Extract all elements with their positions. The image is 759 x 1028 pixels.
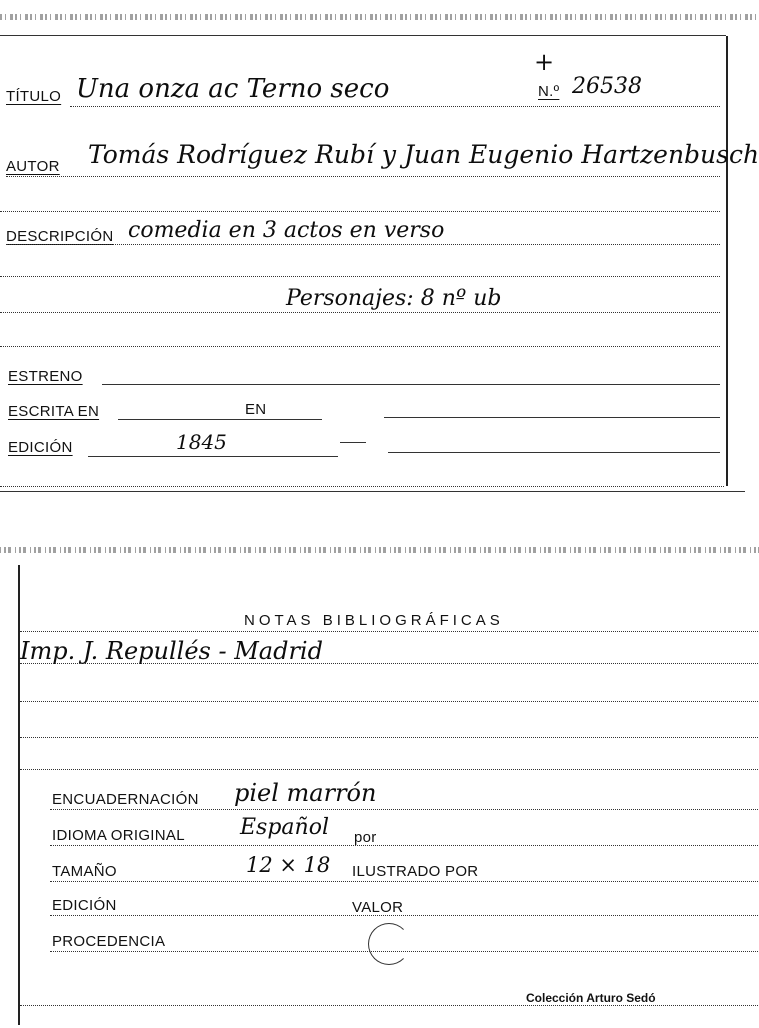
- estreno-label: ESTRENO: [8, 368, 83, 385]
- autor-label: AUTOR: [6, 158, 60, 175]
- titulo-label: TÍTULO: [6, 88, 62, 105]
- rule-line: [20, 663, 758, 664]
- titulo-value: Una onza ac Terno seco: [76, 74, 390, 104]
- rule-line: [20, 701, 758, 702]
- edicion-line: [88, 456, 338, 457]
- cross-mark: +: [534, 48, 555, 76]
- card-top-edge: [0, 35, 726, 36]
- descripcion-value: comedia en 3 actos en verso: [128, 218, 445, 243]
- edicion-label: EDICIÓN: [8, 439, 73, 456]
- tamano-line: [50, 881, 758, 882]
- escrita-label: ESCRITA EN: [8, 403, 100, 420]
- notas-title: NOTAS BIBLIOGRÁFICAS: [244, 612, 504, 629]
- descripcion-label: DESCRIPCIÓN: [6, 228, 114, 245]
- idioma-label: IDIOMA ORIGINAL: [52, 827, 185, 844]
- en-line: [384, 417, 720, 418]
- rule-line: [20, 737, 758, 738]
- procedencia-line: [50, 951, 758, 952]
- rule-line: [20, 631, 758, 632]
- tamano-label: TAMAÑO: [52, 863, 117, 880]
- descripcion-line: [6, 244, 720, 245]
- titulo-line: [70, 106, 720, 107]
- collection-footer: Colección Arturo Sedó: [526, 991, 656, 1005]
- encuadernacion-label: ENCUADERNACIÓN: [52, 791, 199, 808]
- rule-line: [0, 276, 720, 277]
- idioma-line: [50, 845, 758, 846]
- personajes-value: Personajes: 8 nº ub: [286, 286, 502, 311]
- tamano-value: 12 × 18: [246, 853, 331, 877]
- edicion-dash: [340, 442, 366, 443]
- card-separator: [0, 491, 745, 492]
- catalog-card-front: [0, 36, 759, 486]
- numero-value: 26538: [572, 74, 642, 99]
- numero-label: N.º: [538, 83, 560, 100]
- edicion-line-2: [388, 452, 720, 453]
- encuadernacion-value: piel marrón: [234, 779, 377, 807]
- procedencia-label: PROCEDENCIA: [52, 933, 166, 950]
- scan-noise-middle: [0, 543, 759, 557]
- stamp-mark: [368, 923, 410, 965]
- rule-line: [20, 769, 758, 770]
- en-label: EN: [245, 401, 267, 418]
- edicion2-line: [50, 915, 758, 916]
- por-label: por: [354, 829, 377, 846]
- notas-value: Imp. J. Repullés - Madrid: [20, 637, 323, 665]
- rule-line: [0, 312, 720, 313]
- idioma-value: Español: [240, 815, 329, 840]
- edicion2-label: EDICIÓN: [52, 897, 117, 914]
- ilustrado-label: ILUSTRADO POR: [352, 863, 479, 880]
- edicion-value: 1845: [176, 430, 227, 454]
- rule-line: [0, 346, 720, 347]
- scan-noise-top: [0, 10, 759, 24]
- escrita-line: [118, 419, 322, 420]
- card-bottom-line: [20, 1005, 758, 1006]
- card-bottom-line: [0, 486, 724, 487]
- estreno-line: [102, 384, 720, 385]
- autor-value: Tomás Rodríguez Rubí y Juan Eugenio Hartzenbusch: [88, 140, 759, 169]
- catalog-card-back: [18, 565, 759, 1025]
- autor-line: [6, 176, 720, 177]
- valor-label: VALOR: [352, 899, 404, 916]
- rule-line: [0, 211, 720, 212]
- encuadernacion-line: [50, 809, 758, 810]
